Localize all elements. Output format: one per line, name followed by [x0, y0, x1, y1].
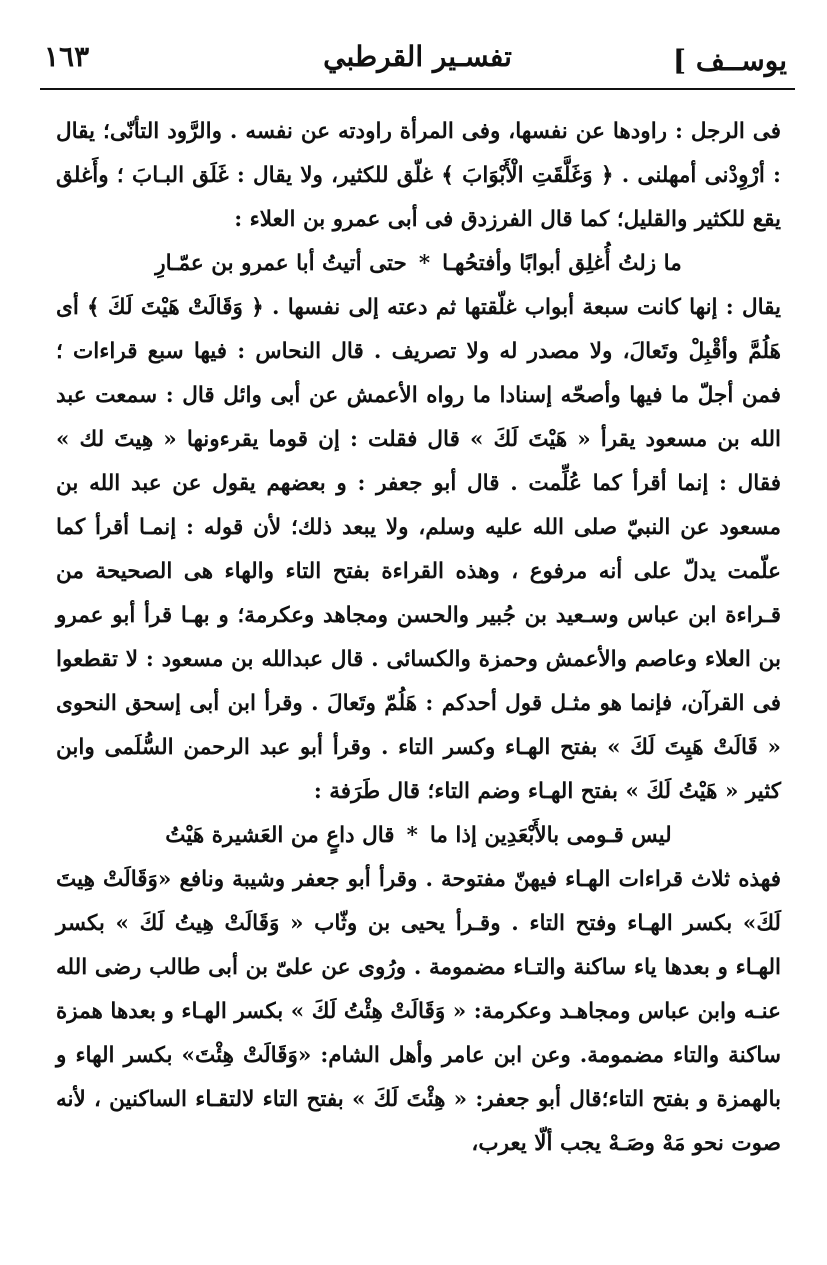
page-number: ١٦٣ — [44, 40, 90, 73]
paragraph-2: يقال : إنها كانت سبعة أبواب غلّقتها ثم دعته إلى نفسها . ﴿ وَقَالَتْ هَيْتَ لَكَ ﴾ أى هَلُمَّ وأقْبِلْ وتَعالَ، ولا مصدر له ولا تصريف . قال النحاس : فيها سبع قراءات ؛ فمن أجلّ ما فيها وأصحّه إسنادا ما رواه الأعمش عن أبى وائل قال : سمعت عبد الله بن مسعود يقرأ « هَيْتَ لَكَ » قال فقلت : إن قوما يقرءونها « هِيتَ لك » فقال : إنما أقرأ كما عُلِّمت . قال أبو جعفر : و بعضهم يقول عن عبد الله بن مسعود عن النبيّ صلى الله عليه وسلم، ولا يبعد ذلك؛ لأن قوله : إنمـا أقرأ كما علّمت يدلّ على أنه مرفوع ، وهذه القراءة بفتح التاء والهاء هى الصحيحة من قـراءة ابن عباس وسـعيد بن جُبير والحسن ومجاهد وعكرمة؛ و بهـا قرأ أبو عمرو بن العلاء وعاصم والأعمش وحمزة والكسائى . قال عبدالله بن مسعود : لا تقطعوا فى القرآن، فإنما هو مثـل قول أحدكم : هَلُمّ وتَعالَ . وقرأ ابن أبى إسحق النحوى « قَالَتْ هَيِتَ لَكَ » بفتح الهـاء وكسر التاء . وقرأ أبو عبد الرحمن السُّلَمى وابن كثير « هَيْتُ لَكَ » بفتح الهـاء وضم التاء؛ قال طَرَفة : — [56, 295, 781, 804]
paragraph-3: فهذه ثلاث قراءات الهـاء فيهنّ مفتوحة . وقرأ أبو جعفر وشيبة ونافع «وَقَالَتْ هِيتَ لَكَ» بكسر الهـاء وفتح التاء . وقـرأ يحيى بن وثّاب « وَقَالَتْ هِيتُ لَكَ » بكسر الهـاء و بعدها ياء ساكنة والتـاء مضمومة . ورُوى عن علىّ بن أبى طالب رضى الله عنـه وابن عباس ومجاهـد وعكرمة: « وَقَالَتْ هِئْتُ لَكَ » بكسر الهـاء و بعدها همزة ساكنة والتاء مضمومة. وعن ابن عامر وأهل الشام: «وَقَالَتْ هِئْتَ» بكسر الهاء و بالهمزة و بفتح التاء؛قال أبو جعفر: « هِئْتَ لَكَ » بفتح التاء لالتقـاء الساكنين ، لأنه صوت نحو مَهْ وصَـهْ يجب ألّا يعرب، — [56, 867, 781, 1156]
paragraph-1: فى الرجل : راودها عن نفسها، وفى المرأة راودته عن نفسه . والرَّود التأنّى؛ يقال : أرْوِدْنى أمهلنى . ﴿ وَغَلَّقَتِ الْأَبْوَابَ ﴾ غلّق للكثير، ولا يقال : غَلَق البـابَ ؛ وأَغلق يقع للكثير والقليل؛ كما قال الفرزدق فى أبى عمرو بن العلاء : — [56, 119, 781, 232]
verse-2-first-hemistich: ليس قـومى بالأَبْعَدِين إذا ما — [429, 823, 672, 848]
page-header — [40, 30, 795, 90]
verse-1-second-hemistich: حتى أتيتُ أبا عمرو بن عمّـارِ — [155, 251, 407, 276]
poetry-verse-1 — [56, 242, 781, 286]
verse-1-first-hemistich: ما زلتُ أُغلِق أبوابًا وأفتحُهـا — [442, 251, 682, 276]
book-title: تفسـير القرطبي — [323, 40, 512, 73]
chapter-name: يوســف ] — [672, 44, 787, 77]
poetry-verse-2 — [56, 814, 781, 858]
verse-separator: * — [418, 251, 431, 276]
page-body — [56, 110, 781, 1166]
verse-2-second-hemistich: قال داعٍ من العَشيرة هَيْتُ — [165, 823, 395, 848]
verse-separator: * — [406, 823, 418, 848]
